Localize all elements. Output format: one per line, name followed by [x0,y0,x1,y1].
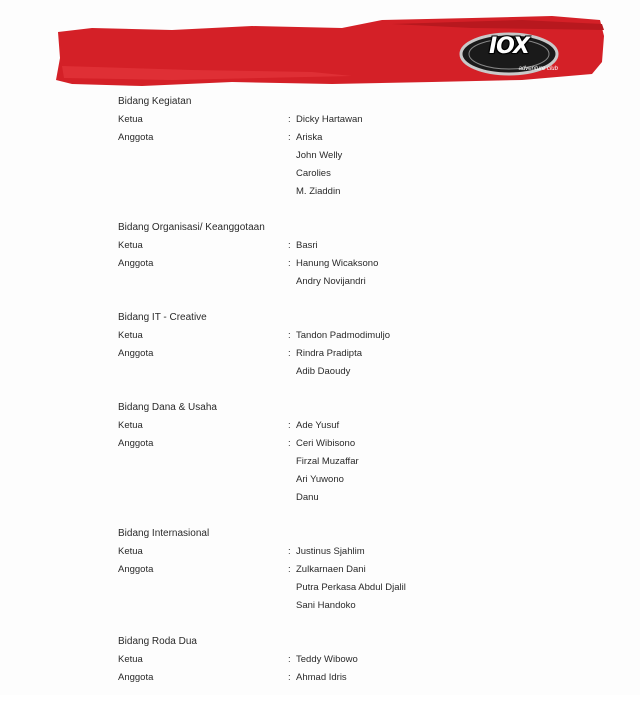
member-row [118,489,598,507]
role-label: Ketua [118,654,143,665]
colon-separator: : [288,348,291,359]
role-label: Anggota [118,438,154,449]
role-label: Ketua [118,240,143,251]
member-name: Danu [296,492,319,503]
member-name: Ceri Wibisono [296,438,356,449]
member-name: Tandon Padmodimuljo [296,330,391,341]
member-name: Andry Novijandri [296,276,366,287]
section-title: Bidang Kegiatan [118,96,192,107]
colon-separator: : [288,240,291,251]
iox-logo [458,32,560,80]
member-name: Hanung Wicaksono [296,258,379,269]
member-row [118,111,598,129]
logo-tagline: adventure club [518,66,558,72]
member-name: Justinus Sjahlim [296,546,365,557]
colon-separator: : [288,420,291,431]
section [118,93,598,201]
member-name: Adib Daoudy [296,366,351,377]
member-name: Sani Handoko [296,600,356,611]
colon-separator: : [288,438,291,449]
section [118,309,598,381]
member-row [118,237,598,255]
member-row [118,543,598,561]
member-name: Rindra Pradipta [296,348,363,359]
logo-text: IOX [488,34,530,59]
colon-separator: : [288,546,291,557]
role-label: Anggota [118,564,154,575]
member-name: Putra Perkasa Abdul Djalil [296,582,406,593]
member-name: Ari Yuwono [296,474,344,485]
section-title: Bidang Internasional [118,528,210,539]
member-row [118,417,598,435]
member-name: Ariska [296,132,323,143]
member-name: Carolies [296,168,331,179]
section [118,525,598,615]
committee-list [118,93,598,705]
member-row [118,471,598,489]
member-row [118,255,598,273]
member-name: John Welly [296,150,343,161]
role-label: Anggota [118,258,154,269]
member-row [118,273,598,291]
member-name: Dicky Hartawan [296,114,363,125]
section [118,219,598,291]
section [118,399,598,507]
member-name: Teddy Wibowo [296,654,358,665]
section-title: Bidang IT - Creative [118,312,207,323]
member-row [118,453,598,471]
member-row [118,561,598,579]
role-label: Ketua [118,330,143,341]
section-title: Bidang Organisasi/ Keanggotaan [118,222,265,233]
member-row [118,435,598,453]
member-row [118,363,598,381]
role-label: Anggota [118,672,154,683]
role-label: Ketua [118,114,143,125]
section [118,633,598,687]
member-row [118,597,598,615]
member-row [118,147,598,165]
member-row [118,651,598,669]
member-name: Ade Yusuf [296,420,340,431]
member-name: Zulkarnaen Dani [296,564,366,575]
member-row [118,129,598,147]
member-row [118,579,598,597]
colon-separator: : [288,330,291,341]
member-row [118,669,598,687]
member-row [118,183,598,201]
colon-separator: : [288,114,291,125]
section-title: Bidang Dana & Usaha [118,402,217,413]
member-name: Ahmad Idris [296,672,347,683]
member-name: M. Ziaddin [296,186,341,197]
member-row [118,165,598,183]
role-label: Anggota [118,348,154,359]
colon-separator: : [288,672,291,683]
section-title: Bidang Roda Dua [118,636,197,647]
role-label: Ketua [118,420,143,431]
member-row [118,327,598,345]
colon-separator: : [288,132,291,143]
role-label: Ketua [118,546,143,557]
colon-separator: : [288,564,291,575]
role-label: Anggota [118,132,154,143]
colon-separator: : [288,654,291,665]
colon-separator: : [288,258,291,269]
member-row [118,345,598,363]
member-name: Basri [296,240,318,251]
member-name: Firzal Muzaffar [296,456,359,467]
